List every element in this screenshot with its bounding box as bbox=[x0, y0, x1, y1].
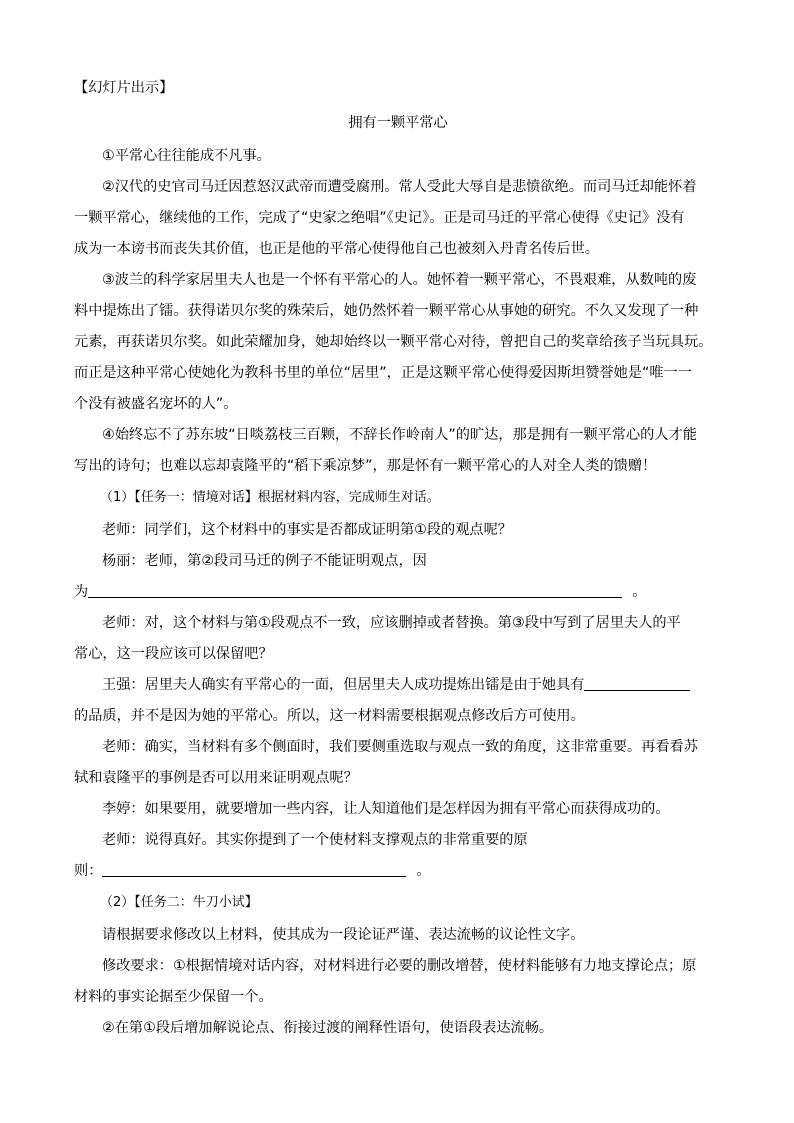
dialogue-teacher-cont: 常心，这一段应该可以保留吧？ bbox=[74, 646, 273, 662]
dialogue-teacher: 老师：确实，当材料有多个侧面时，我们要侧重选取与观点一致的角度，这非常重要。再看看苏 bbox=[102, 739, 698, 755]
paragraph-3-line: 而正是这种平常心使她化为教科书里的单位“居里”，正是这颗平常心使得爱因斯坦赞誉她是“唯一一 bbox=[74, 365, 692, 381]
modify-requirement-1: 修改要求：①根据情境对话内容，对材料进行必要的删改增替，使材料能够有力地支撑论点；原 bbox=[102, 958, 697, 974]
task-2-request: 请根据要求修改以上材料，使其成为一段论证严谨、表达流畅的议论性文字。 bbox=[102, 927, 585, 943]
paragraph-4-line: ④始终忘不了苏东坡“日啖荔枝三百颗，不辞长作岭南人”的旷达，那是拥有一颗平常心的人才能 bbox=[102, 427, 697, 443]
answer-prefix: 为 bbox=[74, 584, 89, 600]
answer-prefix: 则： bbox=[74, 863, 103, 879]
paragraph-2-line: 成为一本谤书而丧失其价值，也正是他的平常心使得他自己也被刻入丹青名传后世。 bbox=[74, 241, 599, 257]
dialogue-wangqiang-cont: 的品质，并不是因为她的平常心。所以，这一材料需要根据观点修改后方可使用。 bbox=[74, 708, 585, 724]
answer-suffix: 。 bbox=[632, 584, 647, 600]
paragraph-3-line: 元素，再获诺贝尔奖。如此荣耀加身，她却始终以一颗平常心对待，曾把自己的奖章给孩子当玩具玩。 bbox=[74, 334, 713, 350]
answer-suffix: 。 bbox=[416, 863, 431, 879]
modify-requirement-2: ②在第①段后增加解说论点、衔接过渡的阐释性语句，使语段表达流畅。 bbox=[102, 1020, 554, 1036]
dialogue-teacher: 老师：对，这个材料与第①段观点不一致，应该删掉或者替换。第③段中写到了居里夫人的平 bbox=[102, 615, 681, 631]
dialogue-teacher: 老师：说得真好。其实你提到了一个使材料支撑观点的非常重要的原 bbox=[102, 832, 528, 848]
dialogue-teacher: 老师：同学们，这个材料中的事实是否都成证明第①段的观点呢？ bbox=[102, 522, 512, 538]
paragraph-2-line: ②汉代的史官司马迁因惹怒汉武帝而遭受腐刑。常人受此大辱自是悲愤欲绝。而司马迁却能怀着 bbox=[102, 179, 697, 195]
task-1-heading: （1）【任务一：情境对话】根据材料内容，完成师生对话。 bbox=[100, 490, 440, 505]
slide-header: 【幻灯片出示】 bbox=[74, 80, 174, 96]
paragraph-3-line: 料中提炼出了镭。获得诺贝尔奖的殊荣后，她仍然怀着一颗平常心从事她的研究。不久又发现了一种 bbox=[74, 303, 699, 319]
task-2-heading: （2）【任务二：牛刀小试】 bbox=[100, 895, 258, 910]
paragraph-3-line: ③波兰的科学家居里夫人也是一个怀有平常心的人。她怀着一颗平常心，不畏艰难，从数吨的废 bbox=[102, 272, 697, 288]
dialogue-wangqiang-text: 王强：居里夫人确实有平常心的一面，但居里夫人成功提炼出镭是由于她具有 bbox=[102, 677, 585, 693]
paragraph-1: ①平常心往往能成不凡事。 bbox=[102, 148, 271, 164]
answer-blank-3[interactable] bbox=[102, 861, 406, 877]
dialogue-wangqiang bbox=[102, 675, 690, 695]
paragraph-2-line: 一颗平常心，继续他的工作，完成了“史家之绝唱”《史记》。正是司马迁的平常心使得《史记》没有 bbox=[74, 210, 685, 226]
answer-blank-2[interactable] bbox=[584, 675, 690, 691]
dialogue-teacher-cont: 轼和袁隆平的事例是否可以用来证明观点呢？ bbox=[74, 770, 358, 786]
dialogue-yangli: 杨丽：老师，第②段司马迁的例子不能证明观点，因 bbox=[102, 553, 427, 569]
dialogue-liting: 李婷：如果要用，就要增加一些内容，让人知道他们是怎样因为拥有平常心而获得成功的。 bbox=[102, 801, 670, 817]
paragraph-3-line: 个没有被盛名宠坏的人”。 bbox=[74, 396, 238, 412]
paragraph-4-line: 写出的诗句；也难以忘却袁隆平的“稻下乘凉梦”，那是怀有一颗平常心的人对全人类的馈赠！ bbox=[74, 458, 657, 474]
modify-requirement-1-cont: 材料的事实论据至少保留一个。 bbox=[74, 989, 273, 1005]
answer-blank-1[interactable] bbox=[88, 582, 622, 598]
material-title: 拥有一颗平常心 bbox=[348, 115, 448, 131]
answer-line-3 bbox=[74, 861, 431, 881]
answer-line-1 bbox=[74, 582, 646, 602]
